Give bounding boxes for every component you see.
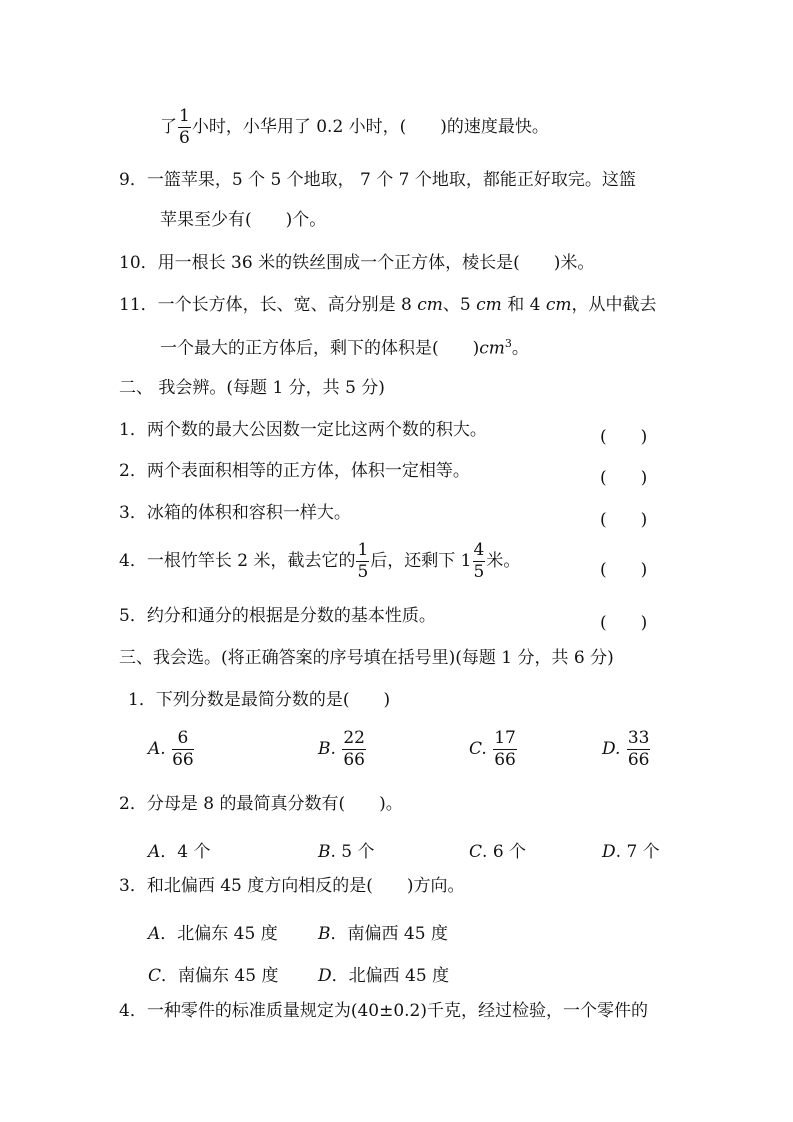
option-text: ．北偏东 45 度 — [160, 924, 278, 944]
s3-q1-option-c[interactable] — [469, 730, 518, 769]
s2-item-4-text: 4．一根竹竿长 2 米，截去它的 — [119, 551, 356, 571]
s2-item-3: 3．冰箱的体积和容积一样大。 — [119, 503, 351, 523]
frac-den: 6 — [179, 128, 190, 148]
q8-post-text: 小时，小华用了 0.2 小时，( )的速度最快。 — [191, 117, 549, 137]
option-label: C. — [469, 739, 487, 759]
s2-item-1: 1．两个数的最大公因数一定比这两个数的积大。 — [119, 420, 487, 440]
option-label: B — [318, 842, 331, 862]
fraction-1-5 — [356, 542, 369, 581]
option-text: ．北偏西 45 度 — [331, 966, 450, 986]
fraction-1-6 — [178, 108, 191, 147]
s2-answer-blank-4[interactable]: ( ) — [600, 560, 648, 580]
s2-answer-blank-2[interactable]: ( ) — [600, 468, 648, 488]
option-text: ．4 个 — [160, 842, 211, 862]
s3-q3-stem: 3．和北偏西 45 度方向相反的是( )方向。 — [119, 876, 465, 896]
q9-line2: 苹果至少有( )个。 — [160, 210, 327, 230]
option-fraction — [172, 730, 194, 769]
option-label: C — [148, 966, 162, 986]
frac-den: 66 — [343, 750, 365, 770]
frac-den: 5 — [357, 562, 369, 582]
fraction-4-5 — [473, 542, 486, 581]
s3-q1-option-d[interactable] — [602, 730, 651, 769]
s3-q3-option-a[interactable] — [148, 919, 278, 944]
option-label: B — [318, 924, 331, 944]
option-fraction — [342, 730, 366, 769]
s3-q3-option-c[interactable] — [148, 961, 278, 986]
superscript-3: 3 — [504, 337, 512, 350]
q9-line1: 9．一篮苹果，5 个 5 个地取， 7 个 7 个地取，都能正好取完。这篮 — [119, 170, 636, 190]
q11-line1 — [119, 297, 657, 314]
option-label: A — [148, 924, 161, 944]
q11-text-c: 和 4 — [501, 295, 546, 315]
frac-num: 33 — [627, 728, 650, 748]
frac-num: 17 — [494, 728, 516, 748]
option-text: . 7 个 — [615, 842, 660, 862]
s3-q2-stem: 2．分母是 8 的最简真分数有( )。 — [119, 794, 403, 814]
option-text: . 6 个 — [482, 842, 527, 862]
q11-text-b: 、5 — [442, 295, 477, 315]
frac-num: 1 — [179, 106, 190, 126]
frac-num: 4 — [473, 540, 485, 560]
option-fraction — [627, 730, 651, 769]
frac-num: 1 — [357, 540, 369, 560]
s3-q2-option-c[interactable] — [469, 837, 526, 862]
option-text: . 5 个 — [330, 842, 375, 862]
unit-cm: cm — [417, 295, 443, 315]
s2-item-5: 5．约分和通分的根据是分数的基本性质。 — [119, 606, 436, 626]
q11-text-d: ，从中截去 — [571, 295, 657, 315]
q11-text-e: 一个最大的正方体后，剩下的体积是( ) — [160, 338, 480, 359]
s3-q4-stem: 4．一种零件的标准质量规定为(40±0.2)千克，经过检验，一个零件的 — [119, 1001, 648, 1021]
s2-item-4 — [119, 542, 520, 581]
s3-q1-option-b[interactable] — [318, 730, 367, 769]
option-fraction — [493, 730, 517, 769]
unit-cm: cm — [476, 295, 502, 315]
frac-den: 5 — [473, 562, 485, 582]
q10-line: 10．用一根长 36 米的铁丝围成一个正方体，棱长是( )米。 — [119, 253, 595, 273]
q8-pre-text: 了 — [160, 117, 177, 137]
s3-q1-stem: 1．下列分数是最简分数的是( ) — [128, 690, 391, 710]
s3-q3-option-b[interactable] — [318, 919, 448, 944]
s3-q2-option-b[interactable] — [318, 837, 375, 862]
option-label: D — [318, 966, 332, 986]
q11-line2 — [160, 338, 529, 358]
option-text: ．南偏东 45 度 — [161, 966, 279, 986]
section3-heading: 三、我会选。(将正确答案的序号填在括号里)(每题 1 分，共 6 分) — [119, 648, 614, 668]
frac-den: 66 — [627, 750, 650, 770]
unit-cm: cm — [545, 295, 572, 315]
option-label: C — [469, 842, 483, 862]
s2-item-4-tail: 米。 — [486, 551, 521, 571]
option-label: B. — [318, 739, 336, 759]
frac-den: 66 — [172, 750, 194, 770]
q11-text-a: 11．一个长方体，长、宽、高分别是 8 — [119, 295, 418, 315]
s3-q1-option-a[interactable] — [148, 730, 195, 769]
s2-item-2: 2．两个表面积相等的正方体，体积一定相等。 — [119, 461, 470, 481]
frac-num: 22 — [343, 728, 365, 748]
option-label: A — [148, 842, 161, 862]
s2-answer-blank-1[interactable]: ( ) — [600, 427, 648, 447]
q11-text-f: 。 — [511, 338, 529, 359]
unit-cm: cm — [479, 338, 505, 359]
s2-answer-blank-5[interactable]: ( ) — [600, 613, 648, 633]
s2-answer-blank-3[interactable]: ( ) — [600, 510, 648, 530]
section2-heading: 二、 我会辨。(每题 1 分，共 5 分) — [119, 378, 385, 398]
s3-q3-option-d[interactable] — [318, 961, 449, 986]
frac-den: 66 — [494, 750, 516, 770]
option-text: ．南偏西 45 度 — [330, 924, 448, 944]
frac-num: 6 — [172, 730, 194, 750]
option-label: D — [602, 842, 616, 862]
option-label: D. — [602, 739, 621, 759]
option-label: A. — [148, 739, 166, 759]
s2-item-4-mid: 后，还剩下 1 — [370, 551, 472, 571]
s3-q2-option-d[interactable] — [602, 837, 660, 862]
s3-q2-option-a[interactable] — [148, 837, 211, 862]
q8-tail-line — [160, 108, 549, 147]
